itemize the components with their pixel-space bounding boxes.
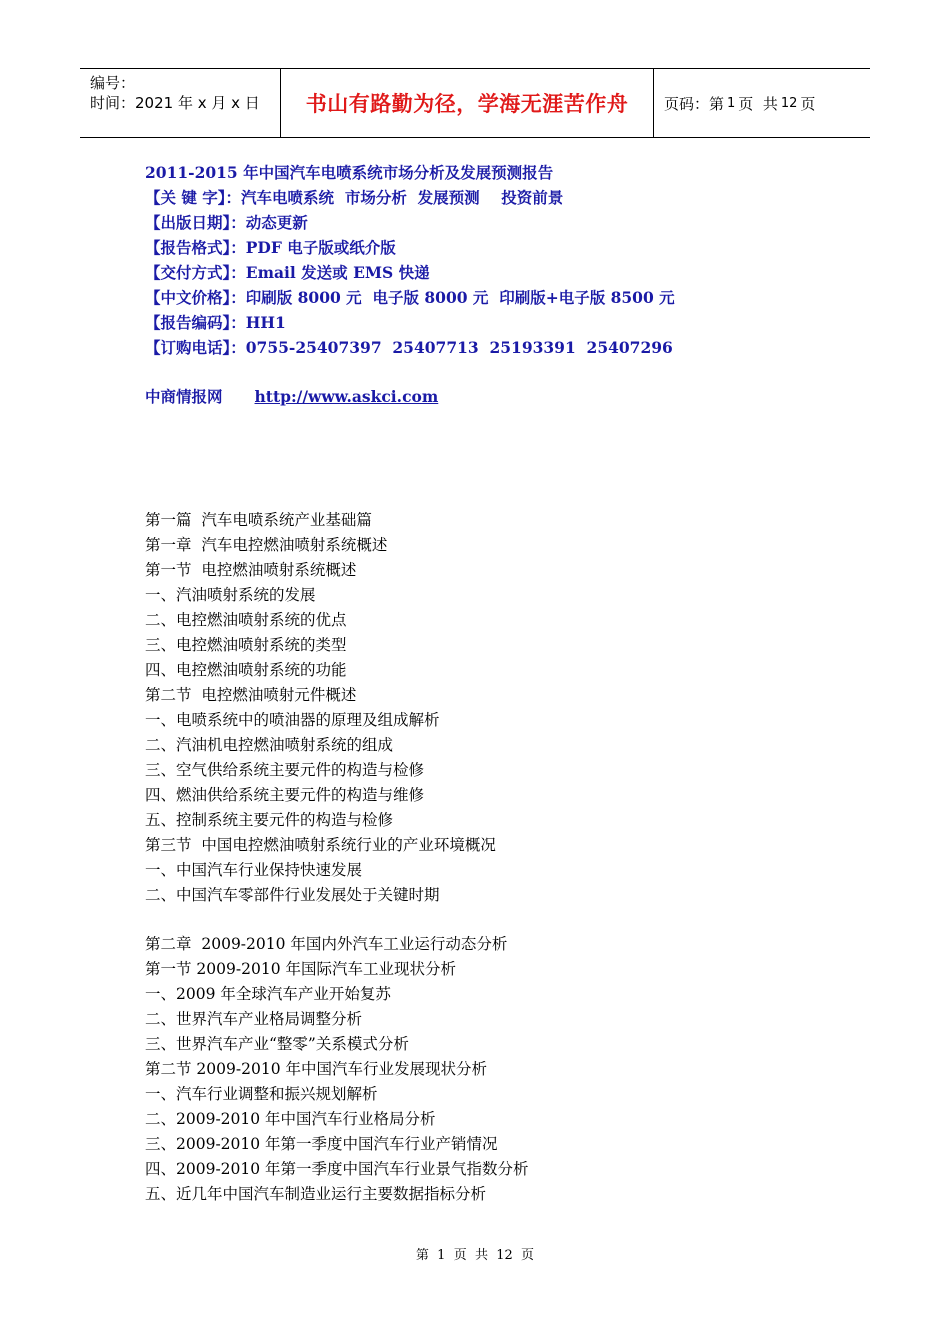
- toc-line: 一、电喷系统中的喷油器的原理及组成解析: [145, 711, 440, 729]
- toc-line: 五、控制系统主要元件的构造与检修: [145, 811, 394, 829]
- motto: 书山有路勤为径，学海无涯苦作舟: [305, 92, 629, 116]
- toc-line: 第一节 电控燃油喷射系统概述: [145, 561, 357, 579]
- page-mid: 页 共: [738, 94, 778, 113]
- report-code: 【报告编码】：HH1: [145, 313, 286, 332]
- site-link[interactable]: http://www.askci.com: [254, 387, 439, 406]
- toc-line: 四、电控燃油喷射系统的功能: [145, 661, 347, 679]
- site-line: [145, 384, 438, 409]
- toc-line: 二、世界汽车产业格局调整分析: [145, 1010, 363, 1028]
- site-name: 中商情报网: [145, 387, 223, 406]
- toc-line: 一、中国汽车行业保持快速发展: [145, 861, 363, 879]
- toc-spacer: [145, 908, 529, 932]
- report-info: [145, 160, 675, 360]
- toc-line: 第二节 电控燃油喷射元件概述: [145, 686, 357, 704]
- toc-line: 五、近几年中国汽车制造业运行主要数据指标分析: [145, 1185, 487, 1203]
- toc-line: 第一篇 汽车电喷系统产业基础篇: [145, 511, 372, 529]
- toc-line: 第三节 中国电控燃油喷射系统行业的产业环境概况: [145, 836, 496, 854]
- price: 【中文价格】：印刷版 8000 元 电子版 8000 元 印刷版+电子版 8500 元: [145, 288, 675, 307]
- toc-line: 三、2009-2010 年第一季度中国汽车行业产销情况: [145, 1135, 498, 1153]
- keywords: 【关 键 字】：汽车电喷系统 市场分析 发展预测 投资前景: [145, 188, 564, 207]
- toc-line: 三、空气供给系统主要元件的构造与检修: [145, 761, 425, 779]
- report-format: 【报告格式】：PDF 电子版或纸介版: [145, 238, 396, 257]
- toc-line: 二、中国汽车零部件行业发展处于关键时期: [145, 886, 440, 904]
- toc-line: 一、汽油喷射系统的发展: [145, 586, 316, 604]
- toc-line: 一、2009 年全球汽车产业开始复苏: [145, 985, 391, 1003]
- header-page-info: [654, 69, 870, 137]
- page-total: 12: [780, 95, 798, 111]
- toc-line: 二、2009-2010 年中国汽车行业格局分析: [145, 1110, 436, 1128]
- publish-date: 【出版日期】：动态更新: [145, 213, 308, 232]
- toc-line: 第一节 2009-2010 年国际汽车工业现状分析: [145, 960, 456, 978]
- toc-line: 一、汽车行业调整和振兴规划解析: [145, 1085, 378, 1103]
- header-meta: [80, 69, 280, 137]
- number-label: 编号：: [90, 74, 136, 92]
- toc-line: 二、汽油机电控燃油喷射系统的组成: [145, 736, 394, 754]
- page-prefix: 页码：第: [664, 94, 725, 113]
- toc-line: 三、世界汽车产业“整零”关系模式分析: [145, 1035, 409, 1053]
- time-label: 时间：2021 年 x 月 x 日: [90, 94, 260, 112]
- toc-line: 四、2009-2010 年第一季度中国汽车行业景气指数分析: [145, 1160, 529, 1178]
- delivery-method: 【交付方式】：Email 发送或 EMS 快递: [145, 263, 430, 282]
- toc-line: 三、电控燃油喷射系统的类型: [145, 636, 347, 654]
- header-table: [80, 68, 870, 138]
- header-motto-cell: [280, 69, 654, 137]
- order-phone: 【订购电话】：0755-25407397 25407713 25193391 25407296: [145, 338, 673, 357]
- table-of-contents: [145, 508, 529, 1207]
- report-title: 2011-2015 年中国汽车电喷系统市场分析及发展预测报告: [145, 163, 554, 182]
- toc-line: 四、燃油供给系统主要元件的构造与维修: [145, 786, 425, 804]
- toc-line: 第二节 2009-2010 年中国汽车行业发展现状分析: [145, 1060, 487, 1078]
- page-number: 1: [727, 95, 736, 111]
- toc-line: 第一章 汽车电控燃油喷射系统概述: [145, 536, 388, 554]
- toc-line: 第二章 2009-2010 年国内外汽车工业运行动态分析: [145, 935, 508, 953]
- toc-line: 二、电控燃油喷射系统的优点: [145, 611, 347, 629]
- page-footer: 第 1 页 共 12 页: [415, 1248, 535, 1263]
- page-suffix: 页: [800, 94, 816, 113]
